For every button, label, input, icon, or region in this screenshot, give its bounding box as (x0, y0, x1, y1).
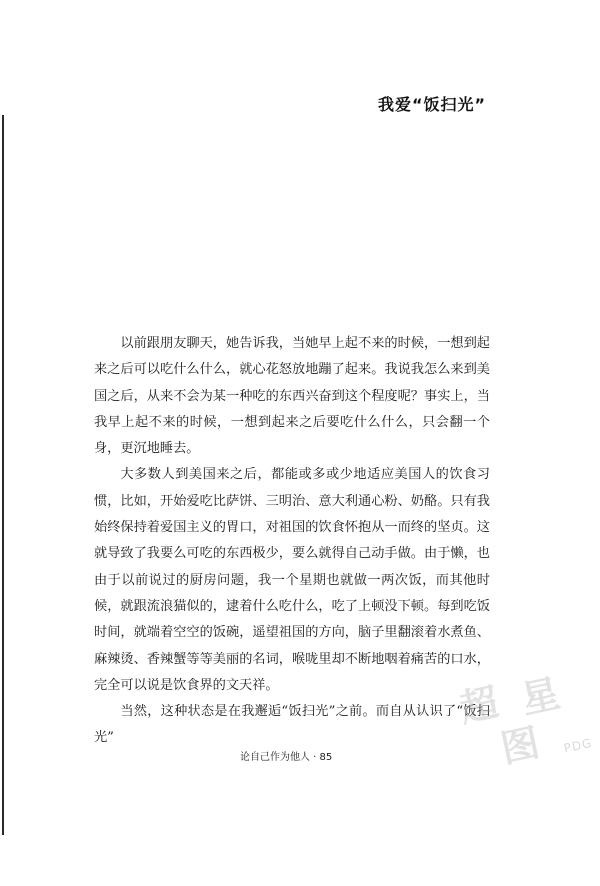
watermark-glyph-1: 超 (455, 678, 503, 731)
page-edge-line (2, 115, 4, 835)
page-footer: 论自己作为他人 · 85 (240, 752, 333, 763)
body-text (94, 331, 490, 752)
watermark-glyph-3: 图 (496, 719, 544, 772)
paragraph-3: 当然，这种状态是在我邂逅“饭扫光”之前。而自从认识了“饭扫光” (94, 704, 490, 746)
watermark-glyph-2: 星 (517, 669, 564, 722)
chapter-title: 我爱“饭扫光” (377, 95, 486, 114)
watermark-label: PDG (562, 735, 594, 756)
paragraph-2: 大多数人到美国来之后，都能或多或少地适应美国人的饮食习惯，比如，开始爱吃比萨饼、三明治、意大利通心粉、奶酪。只有我始终保持着爱国主义的胃口，对祖国的饮食怀抱从一而终的坚贞。这就导致了我要么可吃的东西极少，要么就得自己动手做。由于懒，也由于以前说过的厨房问题，我一个星期也就做一两次饭，而其他时候，就跟流浪猫似的，逮着什么吃什么，吃了上顿没下顿。每到吃饭时间，就端着空空的饭碗，遥望祖国的方向，脑子里翻滚着水煮鱼、麻辣烫、香辣蟹等等美丽的名词，喉咙里却不断地咽着痛苦的口水，完全可以说是饮食界的文天祥。 (94, 467, 490, 693)
paragraph-1: 以前跟朋友聊天，她告诉我，当她早上起不来的时候，一想到起来之后可以吃什么什么，就心花怒放地蹦了起来。我说我怎么来到美国之后，从来不会为某一种吃的东西兴奋到这个程度呢？事实上，当我早上起不来的时候，一想到起来之后要吃什么什么，只会翻一个身，更沉地睡去。 (94, 336, 490, 457)
